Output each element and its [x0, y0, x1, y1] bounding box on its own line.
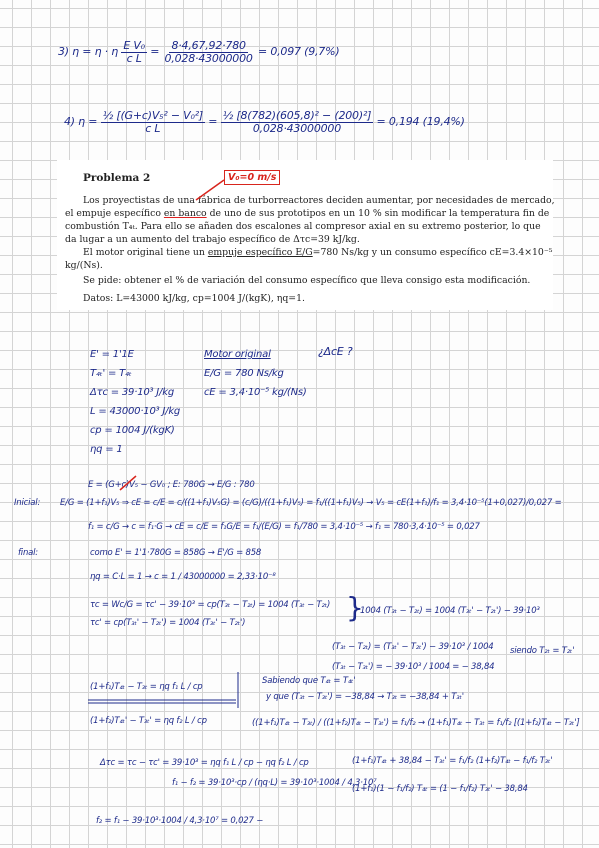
problem-line-6: kg/(Ns).: [65, 260, 103, 271]
problem-line-5: El motor original tiene un empuje específico E/G=780 Ns/kg y un consumo específico cE=3.4×10⁻⁵: [83, 247, 553, 258]
final-line-2: ηq = C·L = 1 → c = 1 / 43000000 = 2,33·10⁻⁸: [90, 572, 276, 582]
red-arrow-v0-term: [120, 476, 136, 490]
final-label: final:: [18, 548, 38, 558]
inicial-label: Inicial:: [14, 498, 41, 508]
problem-line-8: Datos: L=43000 kJ/kg, cp=1004 J/(kgK), ηq=1.: [83, 293, 305, 304]
eq3-frac1: $\frac{\text{E V₀}}{\text{c L}}$: [123, 39, 145, 65]
problem-title: Problema 2: [83, 172, 151, 184]
final-line-3: τc = Wc/G = τc' − 39·10³ = cp(T₃ₜ − T₂ₜ) = 1004 (T₃ₜ − T₂ₜ): [90, 600, 331, 610]
final-s1: (1+f₁)T₄ₜ + 38,84 − T₃ₜ' = f₁/f₂ (1+f₂)T₄ₜ − f₁/f₂ T₃ₜ': [352, 756, 553, 766]
motor-eg: E/G = 780 Ns/kg: [204, 368, 284, 379]
final-line-4: τc' = cp(T₃ₜ' − T₂ₜ') = 1004 (T₃ₜ' − T₂ₜ'): [90, 618, 246, 628]
final-f1f2: f₁ − f₂ = 39·10³·cp / (ηq·L) = 39·10³·1004 / 4,3·10⁷: [172, 778, 377, 788]
inicial-line-2: f₁ = c/G → c = f₁·G → cE = c/E = f₁G/E = f₁/(E/G) = f₁/780 = 3,4·10⁻⁵ → f₁ = 780·3,4·10⁻⁵ = 0,027: [88, 522, 480, 532]
data-item: T₄ₜ' = T₄ₜ: [90, 368, 132, 379]
eq4-line: 4) η = $\frac{\text{½ [(G+c)V₅² − V₀²]}}{\text{c L}}$ = $\frac{\text{½ [8(782)(605,8)² − (200)²]}}{0,028\cdot 43000000}$ = 0,194 (19,4%): [64, 109, 465, 135]
final-m2: (1+f₂)T₄ₜ' − T₃ₜ' = ηq f₂ L / cp: [90, 716, 207, 726]
final-ratio: ((1+f₁)T₄ₜ − T₃ₜ) / ((1+f₂)T₄ₜ − T₃ₜ') = f₁/f₂ → (1+f₁)T₄ₜ − T₃ₜ = f₁/f₂ [(1+f₂)T₄ₜ − T₃ₜ']: [252, 718, 580, 728]
final-m1: (1+f₁)T₄ₜ − T₃ₜ = ηq f₁ L / cp: [90, 682, 203, 692]
motor-title: Motor original: [204, 349, 271, 360]
eq3-label: 3) η: [58, 45, 79, 59]
motor-ce: cE = 3,4·10⁻⁵ kg/(Ns): [204, 387, 307, 398]
final-note-2: y que (T₃ₜ − T₃ₜ') = −38,84 → T₃ₜ = −38,84 + T₃ₜ': [266, 692, 464, 702]
problem-line-4: da lugar a un aumento del trabajo específico de Δτc=39 kJ/kg.: [65, 234, 360, 245]
brace: }: [346, 591, 364, 624]
data-item: cp = 1004 J/(kgK): [90, 425, 175, 436]
final-line-1: como E' = 1'1·780G = 858G → E'/G = 858: [90, 548, 262, 558]
final-dtc: Δτc = τc − τc' = 39·10³ = ηq f₁ L / cp − ηq f₂ L / cp: [100, 758, 309, 768]
data-item: E' = 1'1E: [90, 349, 134, 360]
v0-annotation: V₀=0 m/s: [224, 170, 280, 185]
eq4-label: 4) η: [64, 115, 85, 129]
problem-line-3: combustión T₄ₜ. Para ello se añaden dos escalones al compresor axial en su extremo posterior, lo que: [65, 221, 541, 232]
red-arrow-to-v0: [196, 180, 224, 200]
problem-line-2: el empuje específico en banco de uno de sus prototipos en un 10 % sin modificar la temperatura fin de: [65, 208, 550, 219]
final-right-3: (T₃ₜ − T₃ₜ') = − 39·10³ / 1004 = − 38,84: [332, 662, 495, 672]
problem-line-7: Se pide: obtener el % de variación del consumo específico que lleva consigo esta modificación.: [83, 275, 531, 286]
inicial-line-0: E = (G+c)V₅ − GV₀ ; E: 780G → E/G : 780: [88, 480, 255, 490]
inicial-line-1: E/G = (1+f₁)V₅ ⇒ cE = c/E = c/((1+f₁)V₅G) = (c/G)/((1+f₁)V₅) = f₁/((1+f₁)V₅) → V₅ = cE(1+f₁)/f₁ = 3,4·10⁻⁵(1+0,027)/0,027 =: [60, 498, 562, 508]
eq4-frac2: $\frac{\text{½ [8(782)(605,8)² − (200)²]}}{0,028\cdot 43000000}$: [222, 109, 372, 135]
final-right-2: (T₃ₜ − T₂ₜ) = (T₃ₜ' − T₂ₜ') − 39·10³ / 1004: [332, 642, 494, 652]
data-item: ηq = 1: [90, 444, 123, 455]
eq3-result: = 0,097 (9,7%): [258, 45, 340, 59]
question: ¿ΔcE ?: [318, 345, 353, 358]
eq3-lhs: = η · η: [82, 45, 119, 59]
final-right-1: 1004 (T₃ₜ − T₂ₜ) = 1004 (T₃ₜ' − T₂ₜ') − 39·10³: [360, 606, 540, 616]
eq3-frac2: $\frac{8\cdot 4,67,92\cdot 780}{0,028\cdot 43000000}$: [164, 39, 253, 65]
eq4-result: = 0,194 (19,4%): [376, 115, 465, 129]
data-item: Δτc = 39·10³ J/kg: [90, 387, 174, 398]
final-note-1: Sabiendo que T₄ₜ = T₄ₜ': [262, 676, 356, 686]
problem-line-1: Los proyectistas de una fábrica de turborreactores deciden aumentar, por necesidades de mercado,: [83, 195, 555, 206]
eq4-frac1: $\frac{\text{½ [(G+c)V₅² − V₀²]}}{\text{c L}}$: [102, 109, 204, 135]
eq3-line: 3) η = η · η $\frac{\text{E V₀}}{\text{c L}}$ = $\frac{8\cdot 4,67,92\cdot 780}{0,028\cdot 43000000}$ = 0,097 (9,7%): [58, 39, 340, 65]
data-item: L = 43000·10³ J/kg: [90, 406, 181, 417]
final-s2: (1+f₁)(1 − f₁/f₂) T₄ₜ = (1 − f₁/f₂) T₃ₜ' − 38,84: [352, 784, 528, 794]
final-right-3b: siendo T₂ₜ = T₂ₜ': [510, 646, 575, 656]
final-f2: f₂ = f₁ − 39·10³·1004 / 4,3·10⁷ = 0,027 −: [96, 816, 264, 826]
